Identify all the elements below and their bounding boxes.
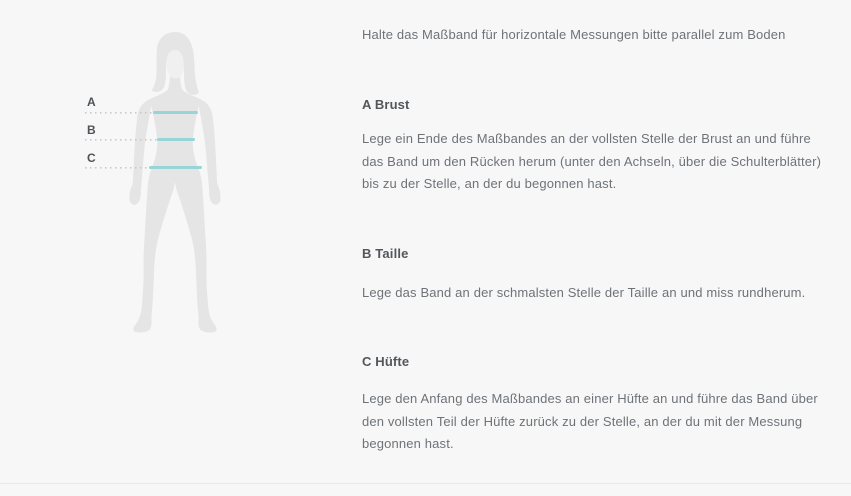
body-shape bbox=[129, 32, 220, 332]
waist-leader-dotted-line bbox=[85, 139, 157, 141]
bust-measure-line bbox=[153, 111, 198, 114]
section-text-waist: Lege das Band an der schmalsten Stelle der Taille an und miss rundherum. bbox=[362, 285, 806, 300]
section-text-hips: Lege den Anfang des Maßbandes an einer Hüfte an und führe das Band über den vollsten Teil der Hüfte zurück zu der Stelle, an der du mit der Messung begonnen hast. bbox=[362, 391, 818, 451]
section-heading-waist: B Taille bbox=[362, 246, 409, 261]
hips-label: C bbox=[87, 151, 96, 165]
waist-measure-line bbox=[157, 138, 195, 141]
bottom-divider bbox=[0, 483, 851, 484]
measurement-diagram bbox=[0, 0, 360, 496]
section-heading-bust: A Brust bbox=[362, 97, 410, 112]
hips-measure-line bbox=[149, 166, 202, 169]
section-heading-hips: C Hüfte bbox=[362, 354, 410, 369]
waist-label: B bbox=[87, 123, 96, 137]
bust-leader-dotted-line bbox=[85, 112, 153, 114]
section-text-bust: Lege ein Ende des Maßbandes an der vollsten Stelle der Brust an und führe das Band um den Rücken herum (unter den Achseln, über die Schulterblätter) bis zu der Stelle, an der du begonnen hast. bbox=[362, 131, 822, 191]
measuring-instructions-intro: Halte das Maßband für horizontale Messungen bitte parallel zum Boden bbox=[362, 27, 786, 42]
female-body-silhouette bbox=[122, 30, 232, 340]
bust-label: A bbox=[87, 95, 96, 109]
hips-leader-dotted-line bbox=[85, 167, 149, 169]
